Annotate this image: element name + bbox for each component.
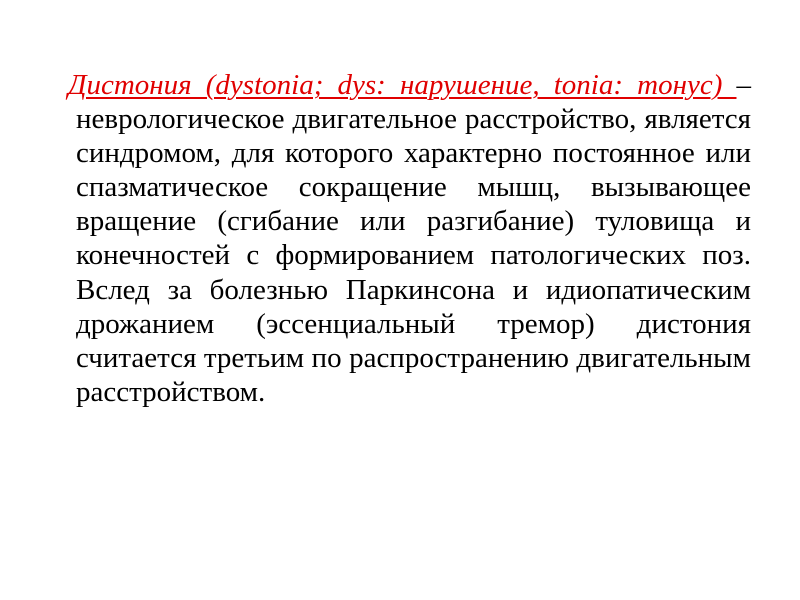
definition-text: – неврологическое двигательное расстройство, является синдромом, для которого характерно постоянное или спазматическое сокращение мышц, вызывающее вращение (сгибание или разгибание) туловища и конечностей с формированием патологических поз. Вслед за болезнью Паркинсона и идиопатическим дрожанием (эссенциальный тремор) дистония считается третьим по распространению двигательным расстройством.: [76, 69, 751, 408]
definition-paragraph: [68, 68, 751, 409]
term-heading: Дистония (dystonia; dys: нарушение, tonia: тонус): [68, 69, 737, 101]
